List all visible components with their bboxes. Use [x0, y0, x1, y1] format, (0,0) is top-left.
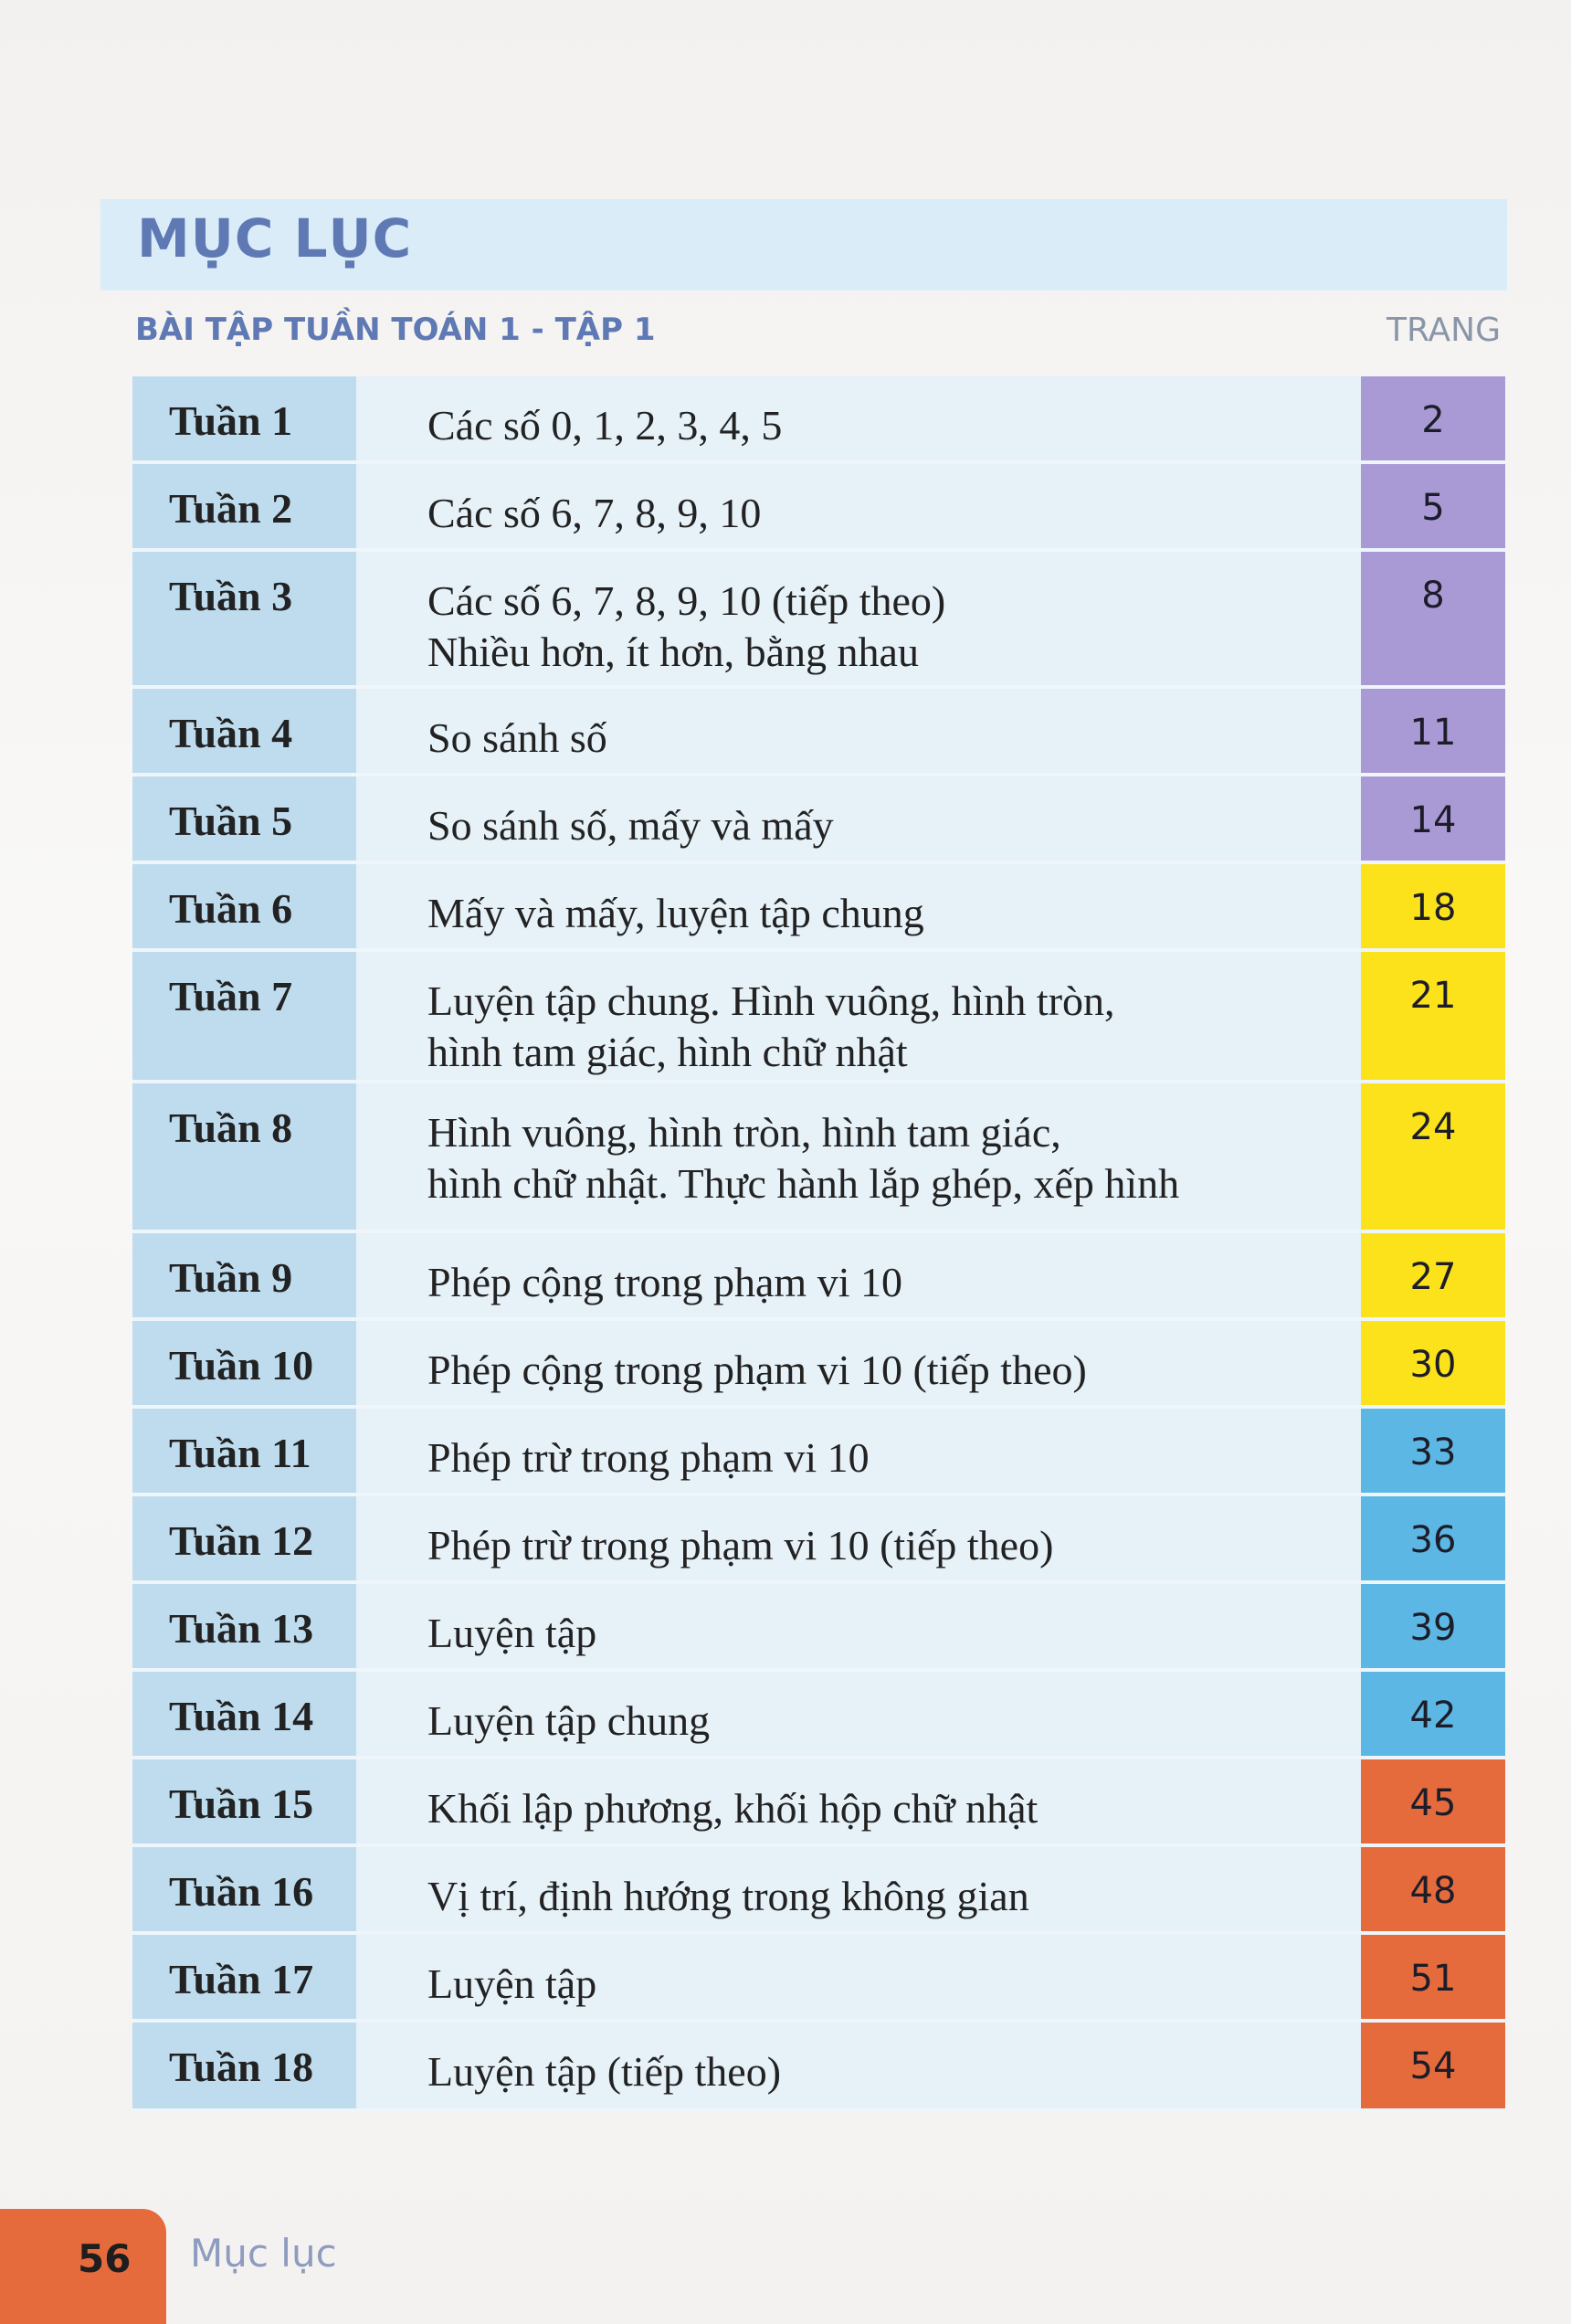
toc-topic	[356, 376, 1361, 460]
toc-week: Tuần 2	[132, 464, 356, 548]
toc-topic	[356, 1759, 1361, 1843]
toc-page-number: 21	[1361, 952, 1505, 1080]
toc-topic-line: hình tam giác, hình chữ nhật	[427, 1029, 908, 1075]
toc-page-number: 24	[1361, 1083, 1505, 1230]
toc-row	[132, 1847, 1505, 1935]
toc-topic	[356, 1672, 1361, 1756]
toc-topic-line: Mấy và mấy, luyện tập chung	[427, 890, 924, 936]
toc-week: Tuần 13	[132, 1584, 356, 1668]
toc-row	[132, 689, 1505, 776]
toc-topic	[356, 1233, 1361, 1317]
toc-topic-line: Các số 0, 1, 2, 3, 4, 5	[427, 402, 783, 449]
toc-page-number: 48	[1361, 1847, 1505, 1931]
toc-page-number: 5	[1361, 464, 1505, 548]
page-title: MỤC LỤC	[137, 207, 413, 269]
toc-week: Tuần 17	[132, 1935, 356, 2019]
toc-row	[132, 2023, 1505, 2112]
toc-week: Tuần 11	[132, 1409, 356, 1493]
toc-row	[132, 1083, 1505, 1233]
toc-page-number: 39	[1361, 1584, 1505, 1668]
title-band	[100, 199, 1507, 290]
toc-topic-line: Phép cộng trong phạm vi 10	[427, 1259, 902, 1305]
toc-topic-line: hình chữ nhật. Thực hành lắp ghép, xếp hình	[427, 1160, 1180, 1207]
toc-row	[132, 952, 1505, 1083]
toc-row	[132, 1759, 1505, 1847]
toc-row	[132, 1409, 1505, 1496]
toc-row	[132, 1584, 1505, 1672]
toc-page-number: 45	[1361, 1759, 1505, 1843]
toc-topic-line: So sánh số, mấy và mấy	[427, 802, 834, 849]
toc-page-number: 54	[1361, 2023, 1505, 2108]
toc-topic-line: Phép trừ trong phạm vi 10	[427, 1434, 870, 1481]
toc-row	[132, 1935, 1505, 2023]
toc-topic	[356, 1847, 1361, 1931]
toc-topic-line: Luyện tập	[427, 1610, 597, 1656]
toc-page-number: 14	[1361, 776, 1505, 861]
toc-topic-line: Luyện tập chung. Hình vuông, hình tròn,	[427, 977, 1115, 1024]
toc-topic	[356, 1083, 1361, 1230]
toc-row	[132, 376, 1505, 464]
toc-row	[132, 1321, 1505, 1409]
toc-week: Tuần 10	[132, 1321, 356, 1405]
toc-topic-line: Luyện tập chung	[427, 1697, 711, 1744]
toc-topic-line: Luyện tập	[427, 1960, 597, 2007]
toc-row	[132, 552, 1505, 689]
toc-topic	[356, 864, 1361, 948]
toc-topic-line: Vị trí, định hướng trong không gian	[427, 1873, 1029, 1919]
toc-week: Tuần 16	[132, 1847, 356, 1931]
toc-page-number: 11	[1361, 689, 1505, 773]
toc-week: Tuần 4	[132, 689, 356, 773]
toc-topic	[356, 552, 1361, 685]
toc-topic-line: Luyện tập (tiếp theo)	[427, 2048, 782, 2095]
toc-topic	[356, 689, 1361, 773]
toc-topic	[356, 1409, 1361, 1493]
toc-page-number: 8	[1361, 552, 1505, 685]
toc-week: Tuần 15	[132, 1759, 356, 1843]
toc-topic-line: Phép trừ trong phạm vi 10 (tiếp theo)	[427, 1522, 1054, 1569]
toc-topic	[356, 1321, 1361, 1405]
toc-topic	[356, 1584, 1361, 1668]
toc-topic	[356, 1496, 1361, 1580]
toc-week: Tuần 6	[132, 864, 356, 948]
footer-section-label: Mục lục	[190, 2231, 337, 2276]
toc-week: Tuần 18	[132, 2023, 356, 2108]
toc-topic	[356, 1935, 1361, 2019]
toc-page-number: 18	[1361, 864, 1505, 948]
toc-page-number: 30	[1361, 1321, 1505, 1405]
toc-topic	[356, 952, 1361, 1080]
toc-row	[132, 864, 1505, 952]
toc-page-number: 51	[1361, 1935, 1505, 2019]
toc-topic	[356, 464, 1361, 548]
toc-row	[132, 1672, 1505, 1759]
toc-page-number: 2	[1361, 376, 1505, 460]
toc-topic-line: Nhiều hơn, ít hơn, bằng nhau	[427, 629, 919, 675]
toc-week: Tuần 9	[132, 1233, 356, 1317]
toc-topic-line: Các số 6, 7, 8, 9, 10	[427, 490, 762, 536]
table-of-contents	[132, 376, 1505, 2112]
toc-topic	[356, 2023, 1361, 2108]
toc-week: Tuần 7	[132, 952, 356, 1080]
toc-topic-line: Các số 6, 7, 8, 9, 10 (tiếp theo)	[427, 577, 946, 624]
footer-page-number: 56	[78, 2236, 132, 2281]
toc-row	[132, 776, 1505, 864]
toc-row	[132, 464, 1505, 552]
page-column-label: TRANG	[1386, 312, 1501, 349]
toc-page-number: 33	[1361, 1409, 1505, 1493]
toc-row	[132, 1233, 1505, 1321]
toc-week: Tuần 12	[132, 1496, 356, 1580]
toc-page-number: 36	[1361, 1496, 1505, 1580]
toc-topic	[356, 776, 1361, 861]
toc-week: Tuần 3	[132, 552, 356, 685]
toc-topic-line: Hình vuông, hình tròn, hình tam giác,	[427, 1109, 1061, 1156]
toc-row	[132, 1496, 1505, 1584]
toc-topic-line: Khối lập phương, khối hộp chữ nhật	[427, 1785, 1039, 1832]
toc-week: Tuần 5	[132, 776, 356, 861]
toc-topic-line: Phép cộng trong phạm vi 10 (tiếp theo)	[427, 1347, 1087, 1393]
toc-week: Tuần 1	[132, 376, 356, 460]
toc-page-number: 27	[1361, 1233, 1505, 1317]
toc-week: Tuần 8	[132, 1083, 356, 1230]
toc-topic-line: So sánh số	[427, 714, 607, 761]
book-subtitle: BÀI TẬP TUẦN TOÁN 1 - TẬP 1	[135, 312, 656, 348]
toc-page-number: 42	[1361, 1672, 1505, 1756]
toc-week: Tuần 14	[132, 1672, 356, 1756]
